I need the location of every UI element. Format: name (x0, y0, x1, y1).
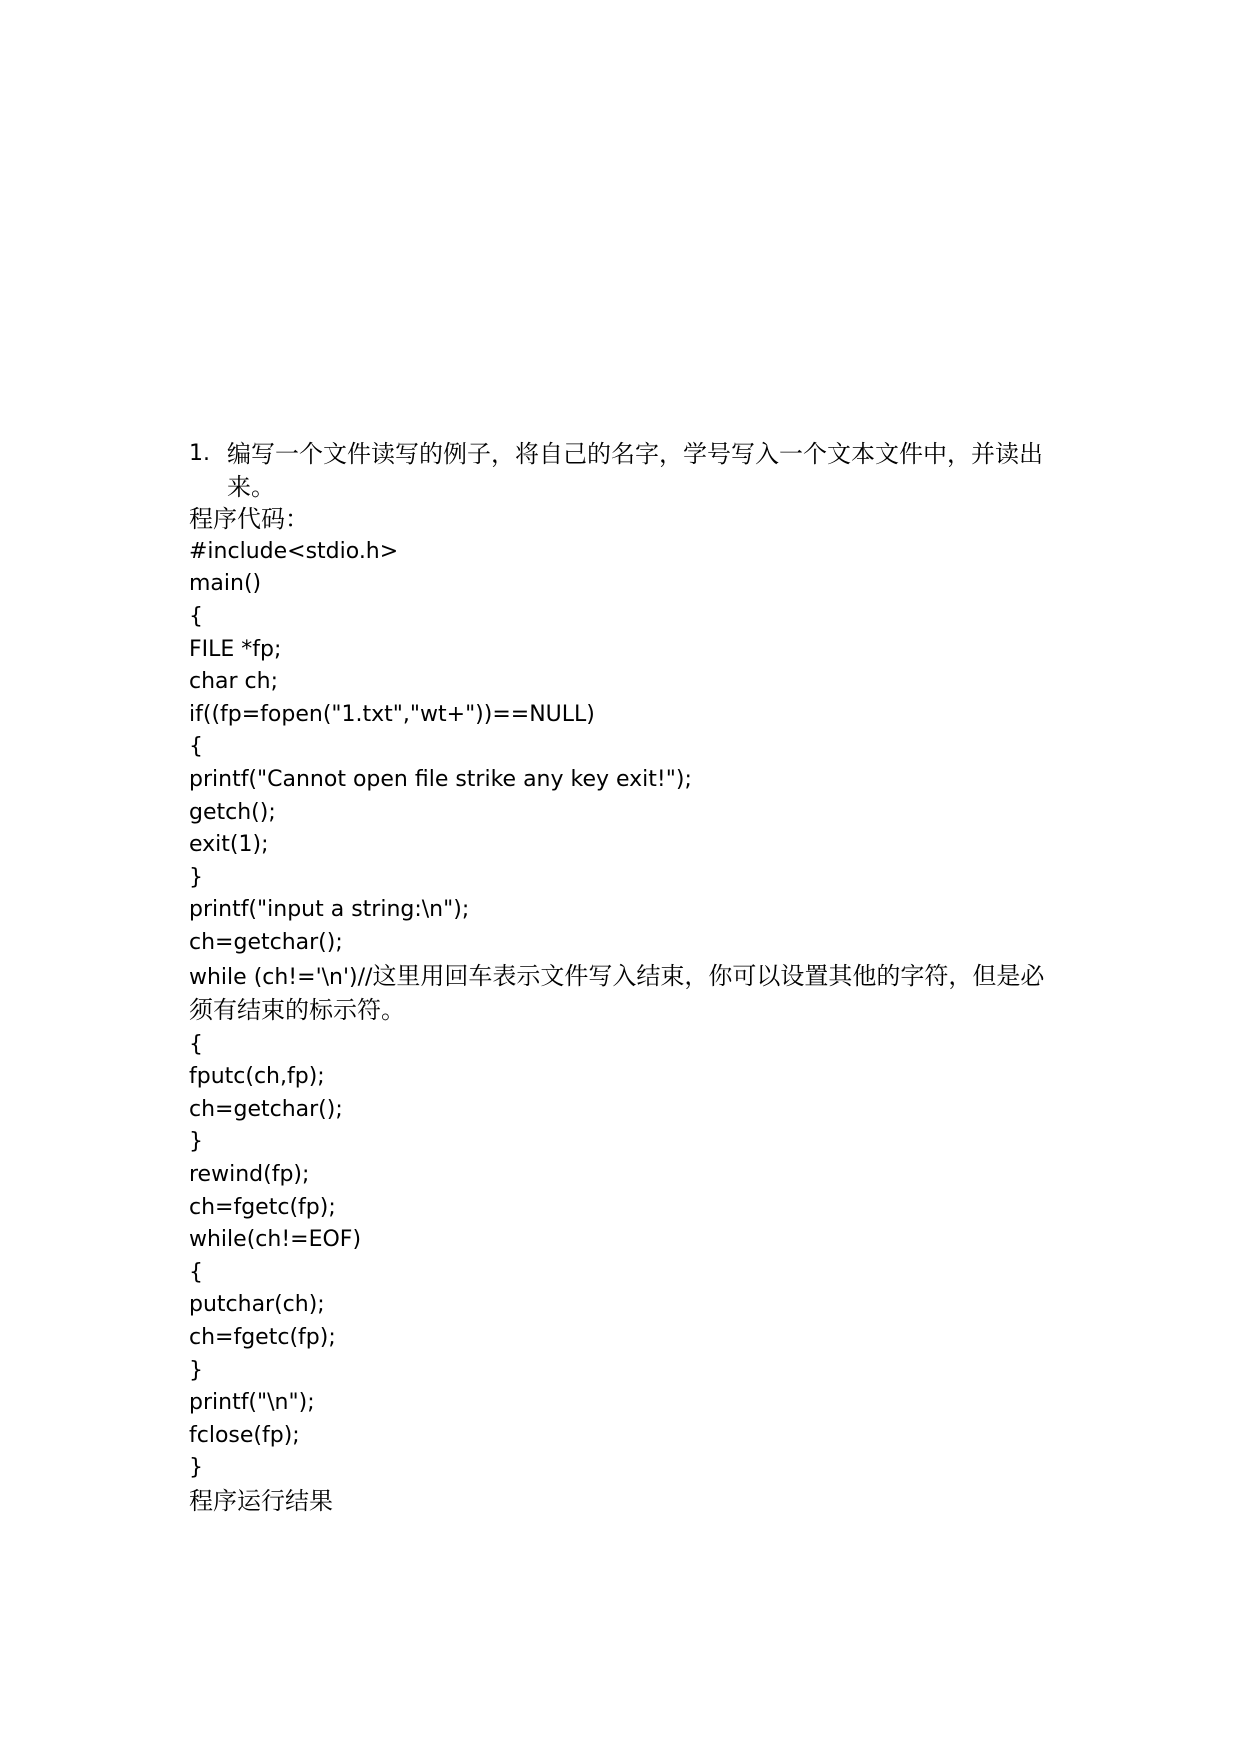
code-line: printf("input a string:\n"); (189, 897, 470, 923)
code-line: { (189, 603, 203, 629)
question-number: 1. (189, 441, 210, 466)
document-content (189, 438, 1059, 1518)
code-line: printf("Cannot open file strike any key exit!"); (189, 766, 692, 792)
code-line: ch=fgetc(fp); (189, 1325, 336, 1351)
code-line: ch=getchar(); (189, 929, 343, 955)
result-heading: 程序运行结果 (189, 1487, 333, 1515)
code-line: putchar(ch); (189, 1292, 325, 1318)
code-line: exit(1); (189, 832, 269, 858)
code-line: ch=getchar(); (189, 1096, 343, 1122)
code-line: ch=fgetc(fp); (189, 1194, 336, 1220)
code-line: char ch; (189, 669, 279, 695)
question-item (189, 438, 1059, 503)
code-line: { (189, 1259, 203, 1285)
question-text: 编写一个文件读写的例子，将自己的名字，学号写入一个文本文件中，并读出来。 (227, 440, 1043, 501)
while-line (189, 960, 1059, 1029)
code-line: } (189, 1129, 203, 1155)
code-line: fclose(fp); (189, 1422, 300, 1448)
code-line: } (189, 1455, 203, 1481)
code-line: #include<stdio.h> (189, 538, 399, 564)
code-block-before (189, 536, 1059, 960)
code-line: getch(); (189, 799, 276, 825)
code-line: rewind(fp); (189, 1162, 310, 1188)
code-line: main() (189, 571, 262, 597)
code-line: FILE *fp; (189, 636, 282, 662)
code-heading: 程序代码： (189, 505, 309, 534)
code-line: { (189, 734, 203, 760)
code-line: printf("\n"); (189, 1390, 315, 1416)
code-line: } (189, 864, 203, 890)
code-line: fputc(ch,fp); (189, 1064, 325, 1090)
code-block-after (189, 1029, 1059, 1485)
while-comment: 这里用回车表示文件写入结束，你可以设置其他的字符，但是必须有结束的标示符。 (189, 961, 1045, 1025)
code-line: { (189, 1031, 203, 1057)
code-line: } (189, 1357, 203, 1383)
while-code: while (ch!='\n')// (189, 964, 373, 990)
code-line: while(ch!=EOF) (189, 1227, 362, 1253)
code-line: if((fp=fopen("1.txt","wt+"))==NULL) (189, 701, 595, 727)
